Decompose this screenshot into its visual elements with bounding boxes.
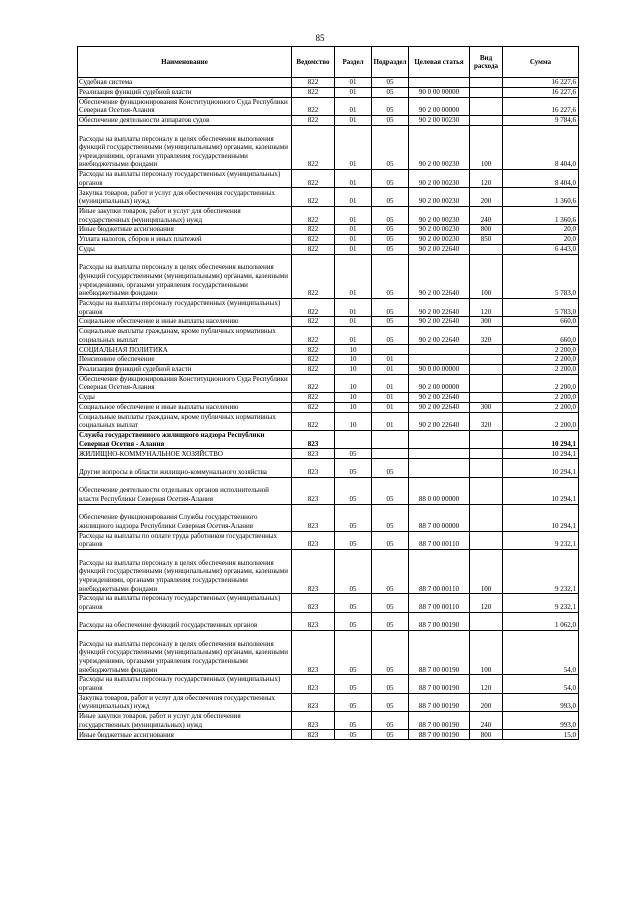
row-razdel: 01 [335, 97, 372, 115]
row-razdel: 10 [335, 412, 372, 430]
row-podrazdel: 05 [372, 169, 409, 187]
row-expense-type: 100 [470, 631, 503, 675]
row-expense-type [470, 78, 503, 88]
table-row [78, 234, 579, 244]
row-vedomstvo: 822 [292, 317, 335, 327]
table-row [78, 125, 579, 169]
row-target-article: 90 2 00 22640 [409, 412, 470, 430]
row-name: Суды [78, 244, 292, 254]
row-podrazdel: 05 [372, 125, 409, 169]
row-expense-type: 120 [470, 298, 503, 316]
row-expense-type: 120 [470, 675, 503, 693]
row-sum: 2 200,0 [503, 393, 579, 403]
row-vedomstvo: 823 [292, 504, 335, 531]
row-name: Социальные выплаты гражданам, кроме публичных нормативных социальных выплат [78, 326, 292, 344]
row-sum: 9 232,1 [503, 594, 579, 612]
row-razdel: 10 [335, 402, 372, 412]
row-razdel: 01 [335, 78, 372, 88]
page-number: 85 [315, 33, 325, 43]
row-name: Пенсионное обеспечение [78, 355, 292, 365]
row-razdel: 05 [335, 459, 372, 477]
row-target-article: 88 7 00 00190 [409, 711, 470, 729]
row-vedomstvo: 823 [292, 550, 335, 594]
row-name: Расходы на выплаты персоналу государственных (муниципальных) органов [78, 298, 292, 316]
row-razdel: 05 [335, 504, 372, 531]
row-name: Другие вопросы в области жилищно-коммунального хозяйства [78, 459, 292, 477]
row-sum: 10 294,1 [503, 459, 579, 477]
row-target-article: 90 2 00 00230 [409, 188, 470, 206]
row-podrazdel: 05 [372, 78, 409, 88]
row-sum: 1 360,6 [503, 206, 579, 224]
row-target-article: 88 7 00 00190 [409, 693, 470, 711]
row-expense-type: 100 [470, 254, 503, 298]
row-razdel: 01 [335, 125, 372, 169]
table-row [78, 477, 579, 504]
row-name: Обеспечение функционирования Конституционного Суда Республики Северная Осетия-Алания [78, 374, 292, 392]
row-name: Обеспечение деятельности отдельных органов исполнительной власти Республики Северная Осетия-Алания [78, 477, 292, 504]
row-podrazdel: 05 [372, 459, 409, 477]
row-name: Расходы на выплаты персоналу в целях обеспечения выполнения функций государственными (муниципальными) органами, казенными учреждениями, органами управления государственными внебюджетными фондами [78, 254, 292, 298]
row-razdel: 01 [335, 326, 372, 344]
row-target-article: 90 2 00 22640 [409, 298, 470, 316]
table-row [78, 431, 579, 449]
row-podrazdel: 05 [372, 550, 409, 594]
row-podrazdel: 05 [372, 612, 409, 630]
row-sum: 660,0 [503, 326, 579, 344]
row-podrazdel: 01 [372, 402, 409, 412]
row-expense-type: 800 [470, 225, 503, 235]
row-podrazdel: 05 [372, 531, 409, 549]
row-name: Социальное обеспечение и иные выплаты населению [78, 317, 292, 327]
row-sum: 20,0 [503, 225, 579, 235]
row-podrazdel: 01 [372, 393, 409, 403]
row-target-article: 88 7 00 00190 [409, 612, 470, 630]
table-row [78, 531, 579, 549]
row-vedomstvo: 822 [292, 225, 335, 235]
row-expense-type [470, 97, 503, 115]
row-target-article: 88 7 00 00110 [409, 594, 470, 612]
row-vedomstvo: 822 [292, 244, 335, 254]
row-vedomstvo: 823 [292, 431, 335, 449]
row-sum: 2 200,0 [503, 364, 579, 374]
row-vedomstvo: 822 [292, 364, 335, 374]
row-target-article: 90 2 00 22640 [409, 317, 470, 327]
row-sum: 16 227,6 [503, 87, 579, 97]
row-target-article: 90 0 00 00000 [409, 364, 470, 374]
table-row [78, 206, 579, 224]
row-podrazdel: 05 [372, 317, 409, 327]
row-razdel: 01 [335, 225, 372, 235]
row-vedomstvo: 822 [292, 355, 335, 365]
row-vedomstvo: 823 [292, 693, 335, 711]
table-row [78, 612, 579, 630]
row-vedomstvo: 822 [292, 374, 335, 392]
row-target-article: 90 2 00 22640 [409, 402, 470, 412]
row-expense-type: 120 [470, 169, 503, 187]
header-vedomstvo: Ведомство [292, 47, 335, 78]
row-razdel: 01 [335, 188, 372, 206]
table-row [78, 254, 579, 298]
row-sum: 2 200,0 [503, 355, 579, 365]
table-row [78, 459, 579, 477]
row-sum: 2 200,0 [503, 402, 579, 412]
row-vedomstvo: 822 [292, 326, 335, 344]
row-name: Служба государственного жилищного надзора Республики Северная Осетия - Алания [78, 431, 292, 449]
table-header-row [78, 47, 579, 78]
row-razdel: 05 [335, 531, 372, 549]
row-razdel: 01 [335, 254, 372, 298]
row-razdel: 05 [335, 449, 372, 459]
table-row [78, 225, 579, 235]
row-name: Социальное обеспечение и иные выплаты населению [78, 402, 292, 412]
row-razdel [335, 431, 372, 449]
row-expense-type: 120 [470, 594, 503, 612]
row-razdel: 05 [335, 675, 372, 693]
row-vedomstvo: 822 [292, 87, 335, 97]
row-razdel: 10 [335, 345, 372, 355]
table-row [78, 693, 579, 711]
row-razdel: 01 [335, 317, 372, 327]
table-row [78, 412, 579, 430]
row-vedomstvo: 822 [292, 393, 335, 403]
row-name: Расходы на выплаты персоналу государственных (муниципальных) органов [78, 675, 292, 693]
row-vedomstvo: 822 [292, 188, 335, 206]
row-sum: 54,0 [503, 675, 579, 693]
row-expense-type: 850 [470, 234, 503, 244]
row-podrazdel: 01 [372, 355, 409, 365]
table-row [78, 393, 579, 403]
row-name: Расходы на выплаты персоналу в целях обеспечения выполнения функций государственными (муниципальными) органами, казенными учреждениями, органами управления государственными внебюджетными фондами [78, 125, 292, 169]
row-razdel: 05 [335, 631, 372, 675]
row-expense-type [470, 449, 503, 459]
row-expense-type [470, 504, 503, 531]
row-name: Расходы на обеспечение функций государственных органов [78, 612, 292, 630]
table-row [78, 364, 579, 374]
row-target-article: 90 2 00 00230 [409, 169, 470, 187]
row-name: Иные закупки товаров, работ и услуг для обеспечения государственных (муниципальных) нужд [78, 206, 292, 224]
header-name: Наименование [78, 47, 292, 78]
row-sum: 1 062,0 [503, 612, 579, 630]
row-podrazdel: 05 [372, 693, 409, 711]
row-target-article [409, 449, 470, 459]
table-row [78, 504, 579, 531]
row-razdel: 01 [335, 234, 372, 244]
row-podrazdel: 05 [372, 254, 409, 298]
row-name: Иные закупки товаров, работ и услуг для обеспечения государственных (муниципальных) нужд [78, 711, 292, 729]
row-sum: 2 200,0 [503, 374, 579, 392]
row-vedomstvo: 822 [292, 125, 335, 169]
row-vedomstvo: 823 [292, 459, 335, 477]
row-name: Обеспечение деятельности аппаратов судов [78, 115, 292, 125]
table-row [78, 345, 579, 355]
row-expense-type [470, 345, 503, 355]
table-row [78, 188, 579, 206]
row-expense-type [470, 364, 503, 374]
row-target-article [409, 355, 470, 365]
row-sum: 9 232,1 [503, 531, 579, 549]
row-sum: 993,0 [503, 693, 579, 711]
row-expense-type: 320 [470, 326, 503, 344]
table-row [78, 402, 579, 412]
row-vedomstvo: 822 [292, 402, 335, 412]
row-sum: 8 404,0 [503, 125, 579, 169]
row-podrazdel: 05 [372, 326, 409, 344]
row-name: Суды [78, 393, 292, 403]
row-name: Реализация функций судебной власти [78, 87, 292, 97]
row-vedomstvo: 822 [292, 254, 335, 298]
row-podrazdel: 05 [372, 675, 409, 693]
row-podrazdel: 05 [372, 594, 409, 612]
table-row [78, 374, 579, 392]
header-razdel: Раздел [335, 47, 372, 78]
row-sum: 2 200,0 [503, 345, 579, 355]
row-expense-type: 300 [470, 317, 503, 327]
row-razdel: 05 [335, 612, 372, 630]
row-podrazdel [372, 449, 409, 459]
row-podrazdel: 05 [372, 477, 409, 504]
row-expense-type [470, 531, 503, 549]
row-podrazdel: 05 [372, 631, 409, 675]
header-expense-type: Вид расхода [470, 47, 503, 78]
table-row [78, 326, 579, 344]
row-razdel: 10 [335, 374, 372, 392]
row-expense-type [470, 431, 503, 449]
row-target-article [409, 459, 470, 477]
row-expense-type: 100 [470, 125, 503, 169]
row-podrazdel: 01 [372, 364, 409, 374]
row-sum: 5 783,0 [503, 298, 579, 316]
table-row [78, 97, 579, 115]
row-target-article: 90 2 00 22640 [409, 393, 470, 403]
row-expense-type: 200 [470, 693, 503, 711]
row-name: Иные бюджетные ассигнования [78, 730, 292, 740]
row-vedomstvo: 823 [292, 631, 335, 675]
row-sum: 10 294,1 [503, 504, 579, 531]
row-sum: 16 227,6 [503, 97, 579, 115]
row-vedomstvo: 822 [292, 206, 335, 224]
row-target-article: 88 7 00 00000 [409, 504, 470, 531]
row-expense-type: 100 [470, 550, 503, 594]
row-sum: 1 360,6 [503, 188, 579, 206]
row-sum: 8 404,0 [503, 169, 579, 187]
row-vedomstvo: 822 [292, 345, 335, 355]
row-vedomstvo: 822 [292, 78, 335, 88]
row-expense-type: 800 [470, 730, 503, 740]
row-vedomstvo: 822 [292, 97, 335, 115]
row-podrazdel: 05 [372, 206, 409, 224]
row-name: ЖИЛИЩНО-КОММУНАЛЬНОЕ ХОЗЯЙСТВО [78, 449, 292, 459]
row-podrazdel: 05 [372, 504, 409, 531]
row-podrazdel: 05 [372, 115, 409, 125]
row-name: Расходы на выплаты по оплате труда работников государственных органов [78, 531, 292, 549]
row-razdel: 05 [335, 477, 372, 504]
table-row [78, 169, 579, 187]
row-target-article [409, 345, 470, 355]
row-sum: 10 294,1 [503, 477, 579, 504]
row-razdel: 05 [335, 594, 372, 612]
row-sum: 6 443,0 [503, 244, 579, 254]
row-target-article: 88 7 00 00190 [409, 631, 470, 675]
row-podrazdel: 05 [372, 234, 409, 244]
row-vedomstvo: 823 [292, 711, 335, 729]
row-vedomstvo: 823 [292, 675, 335, 693]
row-vedomstvo: 822 [292, 115, 335, 125]
row-expense-type [470, 477, 503, 504]
row-razdel: 01 [335, 298, 372, 316]
row-razdel: 10 [335, 364, 372, 374]
row-podrazdel: 05 [372, 188, 409, 206]
row-expense-type: 200 [470, 188, 503, 206]
row-expense-type [470, 459, 503, 477]
row-name: Иные бюджетные ассигнования [78, 225, 292, 235]
table-row [78, 298, 579, 316]
table-row [78, 115, 579, 125]
row-sum: 993,0 [503, 711, 579, 729]
row-target-article: 90 2 00 00230 [409, 234, 470, 244]
row-sum: 660,0 [503, 317, 579, 327]
row-name: Обеспечение функционирования Конституционного Суда Республики Северная Осетия-Алания [78, 97, 292, 115]
row-vedomstvo: 823 [292, 730, 335, 740]
row-target-article: 90 2 00 22640 [409, 254, 470, 298]
row-podrazdel: 05 [372, 225, 409, 235]
row-name: Судебная система [78, 78, 292, 88]
row-expense-type [470, 87, 503, 97]
row-expense-type [470, 612, 503, 630]
row-sum: 10 294,1 [503, 449, 579, 459]
row-name: СОЦИАЛЬНАЯ ПОЛИТИКА [78, 345, 292, 355]
row-podrazdel: 05 [372, 730, 409, 740]
row-sum: 9 784,6 [503, 115, 579, 125]
row-name: Закупка товаров, работ и услуг для обеспечения государственных (муниципальных) нужд [78, 693, 292, 711]
row-name: Уплата налогов, сборов и иных платежей [78, 234, 292, 244]
row-vedomstvo: 823 [292, 477, 335, 504]
row-vedomstvo: 823 [292, 612, 335, 630]
row-razdel: 01 [335, 244, 372, 254]
table-row [78, 730, 579, 740]
table-row [78, 244, 579, 254]
row-target-article [409, 431, 470, 449]
row-name: Закупка товаров, работ и услуг для обеспечения государственных (муниципальных) нужд [78, 188, 292, 206]
row-razdel: 10 [335, 393, 372, 403]
row-target-article [409, 78, 470, 88]
row-expense-type: 240 [470, 206, 503, 224]
row-podrazdel: 01 [372, 374, 409, 392]
table-body [78, 78, 579, 740]
table-row [78, 78, 579, 88]
row-target-article: 90 0 00 00000 [409, 87, 470, 97]
row-target-article: 88 0 00 00000 [409, 477, 470, 504]
row-razdel: 10 [335, 355, 372, 365]
row-razdel: 01 [335, 169, 372, 187]
row-target-article: 90 2 00 22640 [409, 244, 470, 254]
row-expense-type: 320 [470, 412, 503, 430]
row-expense-type: 240 [470, 711, 503, 729]
row-podrazdel: 05 [372, 97, 409, 115]
row-razdel: 05 [335, 711, 372, 729]
row-expense-type [470, 374, 503, 392]
row-target-article: 90 2 00 00230 [409, 115, 470, 125]
row-target-article: 90 2 00 00000 [409, 374, 470, 392]
header-sum: Сумма [503, 47, 579, 78]
row-name: Социальные выплаты гражданам, кроме публичных нормативных социальных выплат [78, 412, 292, 430]
row-target-article: 88 7 00 00190 [409, 675, 470, 693]
row-sum: 54,0 [503, 631, 579, 675]
row-sum: 16 227,6 [503, 78, 579, 88]
row-vedomstvo: 822 [292, 234, 335, 244]
row-target-article: 90 2 00 00230 [409, 125, 470, 169]
row-expense-type [470, 393, 503, 403]
budget-table [77, 46, 579, 740]
table-row [78, 550, 579, 594]
row-podrazdel [372, 431, 409, 449]
row-vedomstvo: 823 [292, 449, 335, 459]
row-vedomstvo: 822 [292, 169, 335, 187]
row-podrazdel: 01 [372, 412, 409, 430]
row-name: Расходы на выплаты персоналу в целях обеспечения выполнения функций государственными (муниципальными) органами, казенными учреждениями, органами управления государственными внебюджетными фондами [78, 631, 292, 675]
row-sum: 20,0 [503, 234, 579, 244]
row-name: Расходы на выплаты персоналу в целях обеспечения выполнения функций государственными (муниципальными) органами, казенными учреждениями, органами управления государственными внебюджетными фондами [78, 550, 292, 594]
row-razdel: 05 [335, 730, 372, 740]
table-row [78, 355, 579, 365]
row-target-article: 90 2 00 00230 [409, 206, 470, 224]
row-razdel: 01 [335, 87, 372, 97]
row-sum: 5 783,0 [503, 254, 579, 298]
row-sum: 9 232,1 [503, 550, 579, 594]
row-razdel: 05 [335, 550, 372, 594]
row-expense-type: 300 [470, 402, 503, 412]
header-target-article: Целевая статья [409, 47, 470, 78]
row-podrazdel: 05 [372, 298, 409, 316]
table-row [78, 711, 579, 729]
row-expense-type [470, 244, 503, 254]
row-podrazdel: 05 [372, 711, 409, 729]
row-vedomstvo: 823 [292, 531, 335, 549]
row-name: Расходы на выплаты персоналу государственных (муниципальных) органов [78, 594, 292, 612]
table-row [78, 594, 579, 612]
row-razdel: 01 [335, 206, 372, 224]
row-sum: 10 294,1 [503, 431, 579, 449]
row-target-article: 88 7 00 00110 [409, 531, 470, 549]
row-razdel: 01 [335, 115, 372, 125]
table-row [78, 449, 579, 459]
row-target-article: 90 2 00 22640 [409, 326, 470, 344]
row-target-article: 88 7 00 00190 [409, 730, 470, 740]
header-podrazdel: Подраздел [372, 47, 409, 78]
row-expense-type [470, 355, 503, 365]
row-target-article: 88 7 00 00110 [409, 550, 470, 594]
table-row [78, 631, 579, 675]
row-expense-type [470, 115, 503, 125]
row-sum: 2 200,0 [503, 412, 579, 430]
row-vedomstvo: 823 [292, 594, 335, 612]
table-row [78, 317, 579, 327]
row-sum: 15,0 [503, 730, 579, 740]
row-name: Реализация функций судебной власти [78, 364, 292, 374]
row-target-article: 90 2 00 00000 [409, 97, 470, 115]
row-name: Расходы на выплаты персоналу государственных (муниципальных) органов [78, 169, 292, 187]
row-target-article: 90 2 00 00230 [409, 225, 470, 235]
row-vedomstvo: 822 [292, 298, 335, 316]
row-vedomstvo: 822 [292, 412, 335, 430]
row-podrazdel: 05 [372, 244, 409, 254]
row-name: Обеспечение функционирования Службы государственного жилищного надзора Республики Северная Осетия-Алания [78, 504, 292, 531]
table-row [78, 675, 579, 693]
table-row [78, 87, 579, 97]
row-podrazdel [372, 345, 409, 355]
row-razdel: 05 [335, 693, 372, 711]
row-podrazdel: 05 [372, 87, 409, 97]
